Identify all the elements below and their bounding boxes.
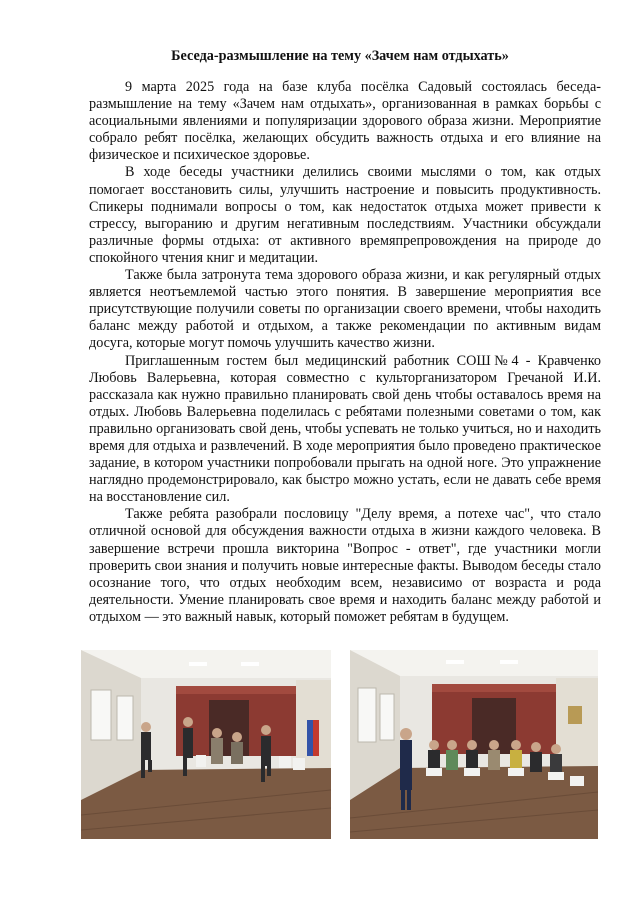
event-photo-speaker <box>350 650 598 839</box>
paragraph-1: 9 марта 2025 года на базе клуба посёлка Садовый состоялась беседа-размышление на тему «Зачем нам отдыхать», организованная в рамках борьбы с асоциальными явлениями и популяризации здорового образа жизни. Мероприятие собрало ребят посёлка, желающих обсудить важность отдыха и его влияние на физическое и психическое здоровье. <box>89 79 601 164</box>
event-photo-exercise <box>81 650 331 839</box>
paragraph-2: В ходе беседы участники делились своими мыслями о том, как отдых помогает восстановить силы, улучшить настроение и повысить продуктивность. Спикеры поднимали вопросы о том, как недостаток отдыха может привести к стрессу, выгоранию и другим негативным последствиям. Участники обсуждали различные формы отдыха: от активного времяпрепровождения на природе до спокойного чтения книг и медитации. <box>89 164 601 266</box>
paragraph-3: Также была затронута тема здорового образа жизни, и как регулярный отдых является неотъемлемой частью этого понятия. В завершение мероприятия все присутствующие получили советы по организации своего времени, чтобы находить баланс между работой и отдыхом, а также рекомендации по активным видам досуга, которые могут помочь улучшить качество жизни. <box>89 267 601 352</box>
paragraph-4: Приглашенным гостем был медицинский работник СОШ№4 - Кравченко Любовь Валерьевна, которая совместно с культорганизатором Гречаной И.И. рассказала как нужно правильно планировать свой день чтобы оставалось время на отдых. Любовь Валерьевна поделилась с ребятами полезными советами о том, как правильно организовать свой день, чтобы успевать не только учиться, но и находить время для отдыха и развлечений. В ходе мероприятия было проведено практическое задание, в котором участники попробовали прыгать на одной ноге. Это упражнение наглядно продемонстрировало, как быстро можно устать, если не давать себе время на восстановление сил. <box>89 352 601 506</box>
article-body <box>89 79 601 626</box>
paragraph-5: Также ребята разобрали пословицу "Делу время, а потехе час", что стало отличной основой для обсуждения важности отдыха в жизни каждого человека. В завершение встречи прошла викторина "Вопрос - ответ", где участники могли проверить свои знания и получить новые интересные факты. Выводом беседы стало осознание того, что отдых необходим всем, независимо от возраста и рода деятельности. Умение планировать свое время и находить баланс между работой и отдыхом — это важный навык, который поможет ребятам в будущем. <box>89 506 601 625</box>
page-title: Беседа-размышление на тему «Зачем нам отдыхать» <box>171 48 509 64</box>
